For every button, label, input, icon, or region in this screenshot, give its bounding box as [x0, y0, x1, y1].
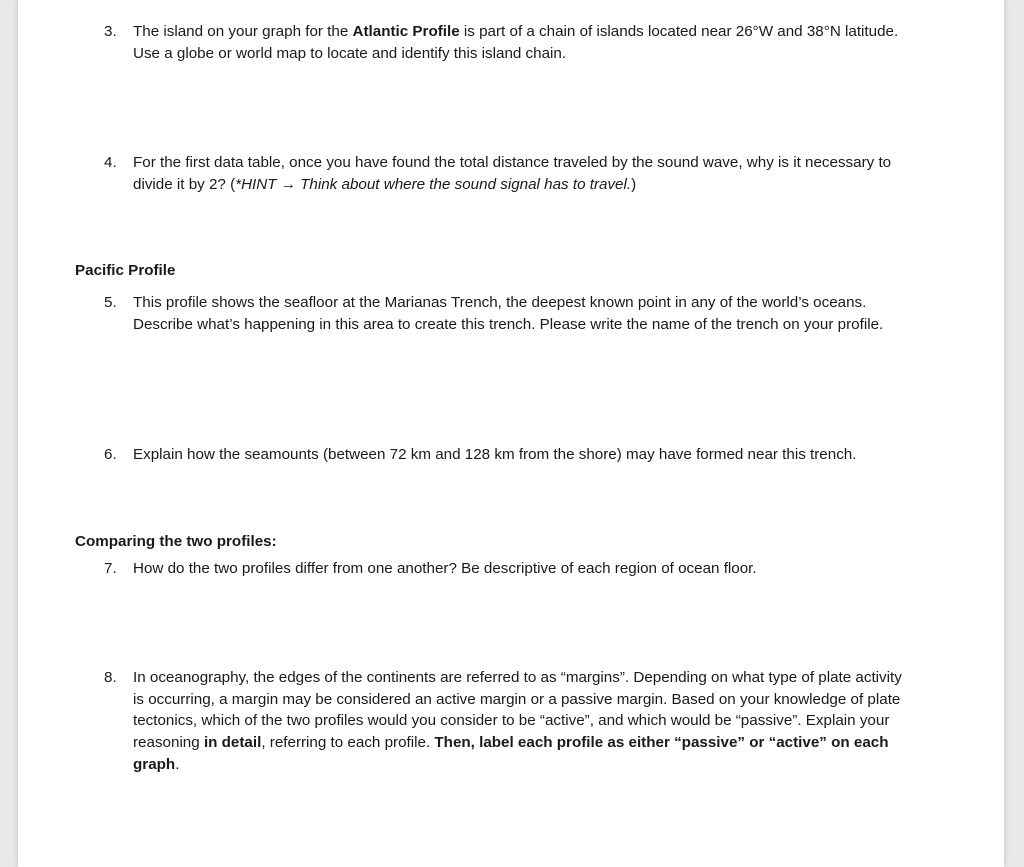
question-5	[104, 292, 904, 335]
question-4	[104, 152, 904, 195]
question-number: 8.	[104, 669, 117, 686]
question-text: For the first data table, once you have found the total distance traveled by the sound wave, why is it necessary to divide it by 2? (*HINT → Think about where the sound signal has to travel.)	[133, 154, 892, 193]
question-number: 3.	[104, 23, 117, 40]
question-number: 5.	[104, 294, 117, 311]
question-7	[104, 558, 904, 580]
question-6	[104, 444, 904, 466]
question-number: 4.	[104, 154, 117, 171]
hint-label: *HINT	[235, 175, 277, 193]
section-heading-comparing: Comparing the two profiles:	[75, 533, 277, 550]
question-number: 6.	[104, 446, 117, 463]
bold-instruction: Then, label each profile as either “passive” or “active” on each graph	[133, 734, 889, 773]
question-text: In oceanography, the edges of the continents are referred to as “margins”. Depending on what type of plate activity is occurring, a margin may be considered an active margin or a passive margin. Based on your knowledge of plate tectonics, which of the two profiles would you consider to be “active”, and which would be “passive”. Explain your reasoning in detail, referring to each profile. Then, label each profile as either “passive” or “active” on each graph.	[133, 669, 902, 773]
question-text: This profile shows the seafloor at the Marianas Trench, the deepest known point in any of the world’s oceans. Describe what’s happening in this area to create this trench. Please write the name of the trench on your profile.	[133, 294, 884, 333]
bold-phrase: in detail	[203, 734, 262, 752]
question-text: The island on your graph for the Atlantic Profile is part of a chain of islands located near 26°W and 38°N latitude. Use a globe or world map to locate and identify this island chain.	[133, 23, 899, 62]
arrow-icon: →	[280, 175, 296, 193]
section-heading-pacific: Pacific Profile	[75, 262, 176, 279]
worksheet-page	[18, 0, 1004, 867]
question-3	[104, 21, 904, 64]
question-number: 7.	[104, 560, 117, 577]
question-text: How do the two profiles differ from one another? Be descriptive of each region of ocean floor.	[133, 560, 757, 577]
question-8	[104, 667, 904, 776]
question-text: Explain how the seamounts (between 72 km and 128 km from the shore) may have formed near this trench.	[133, 446, 857, 463]
hint-text: Think about where the sound signal has to travel.	[295, 175, 632, 193]
bold-phrase: Atlantic Profile	[352, 23, 460, 40]
